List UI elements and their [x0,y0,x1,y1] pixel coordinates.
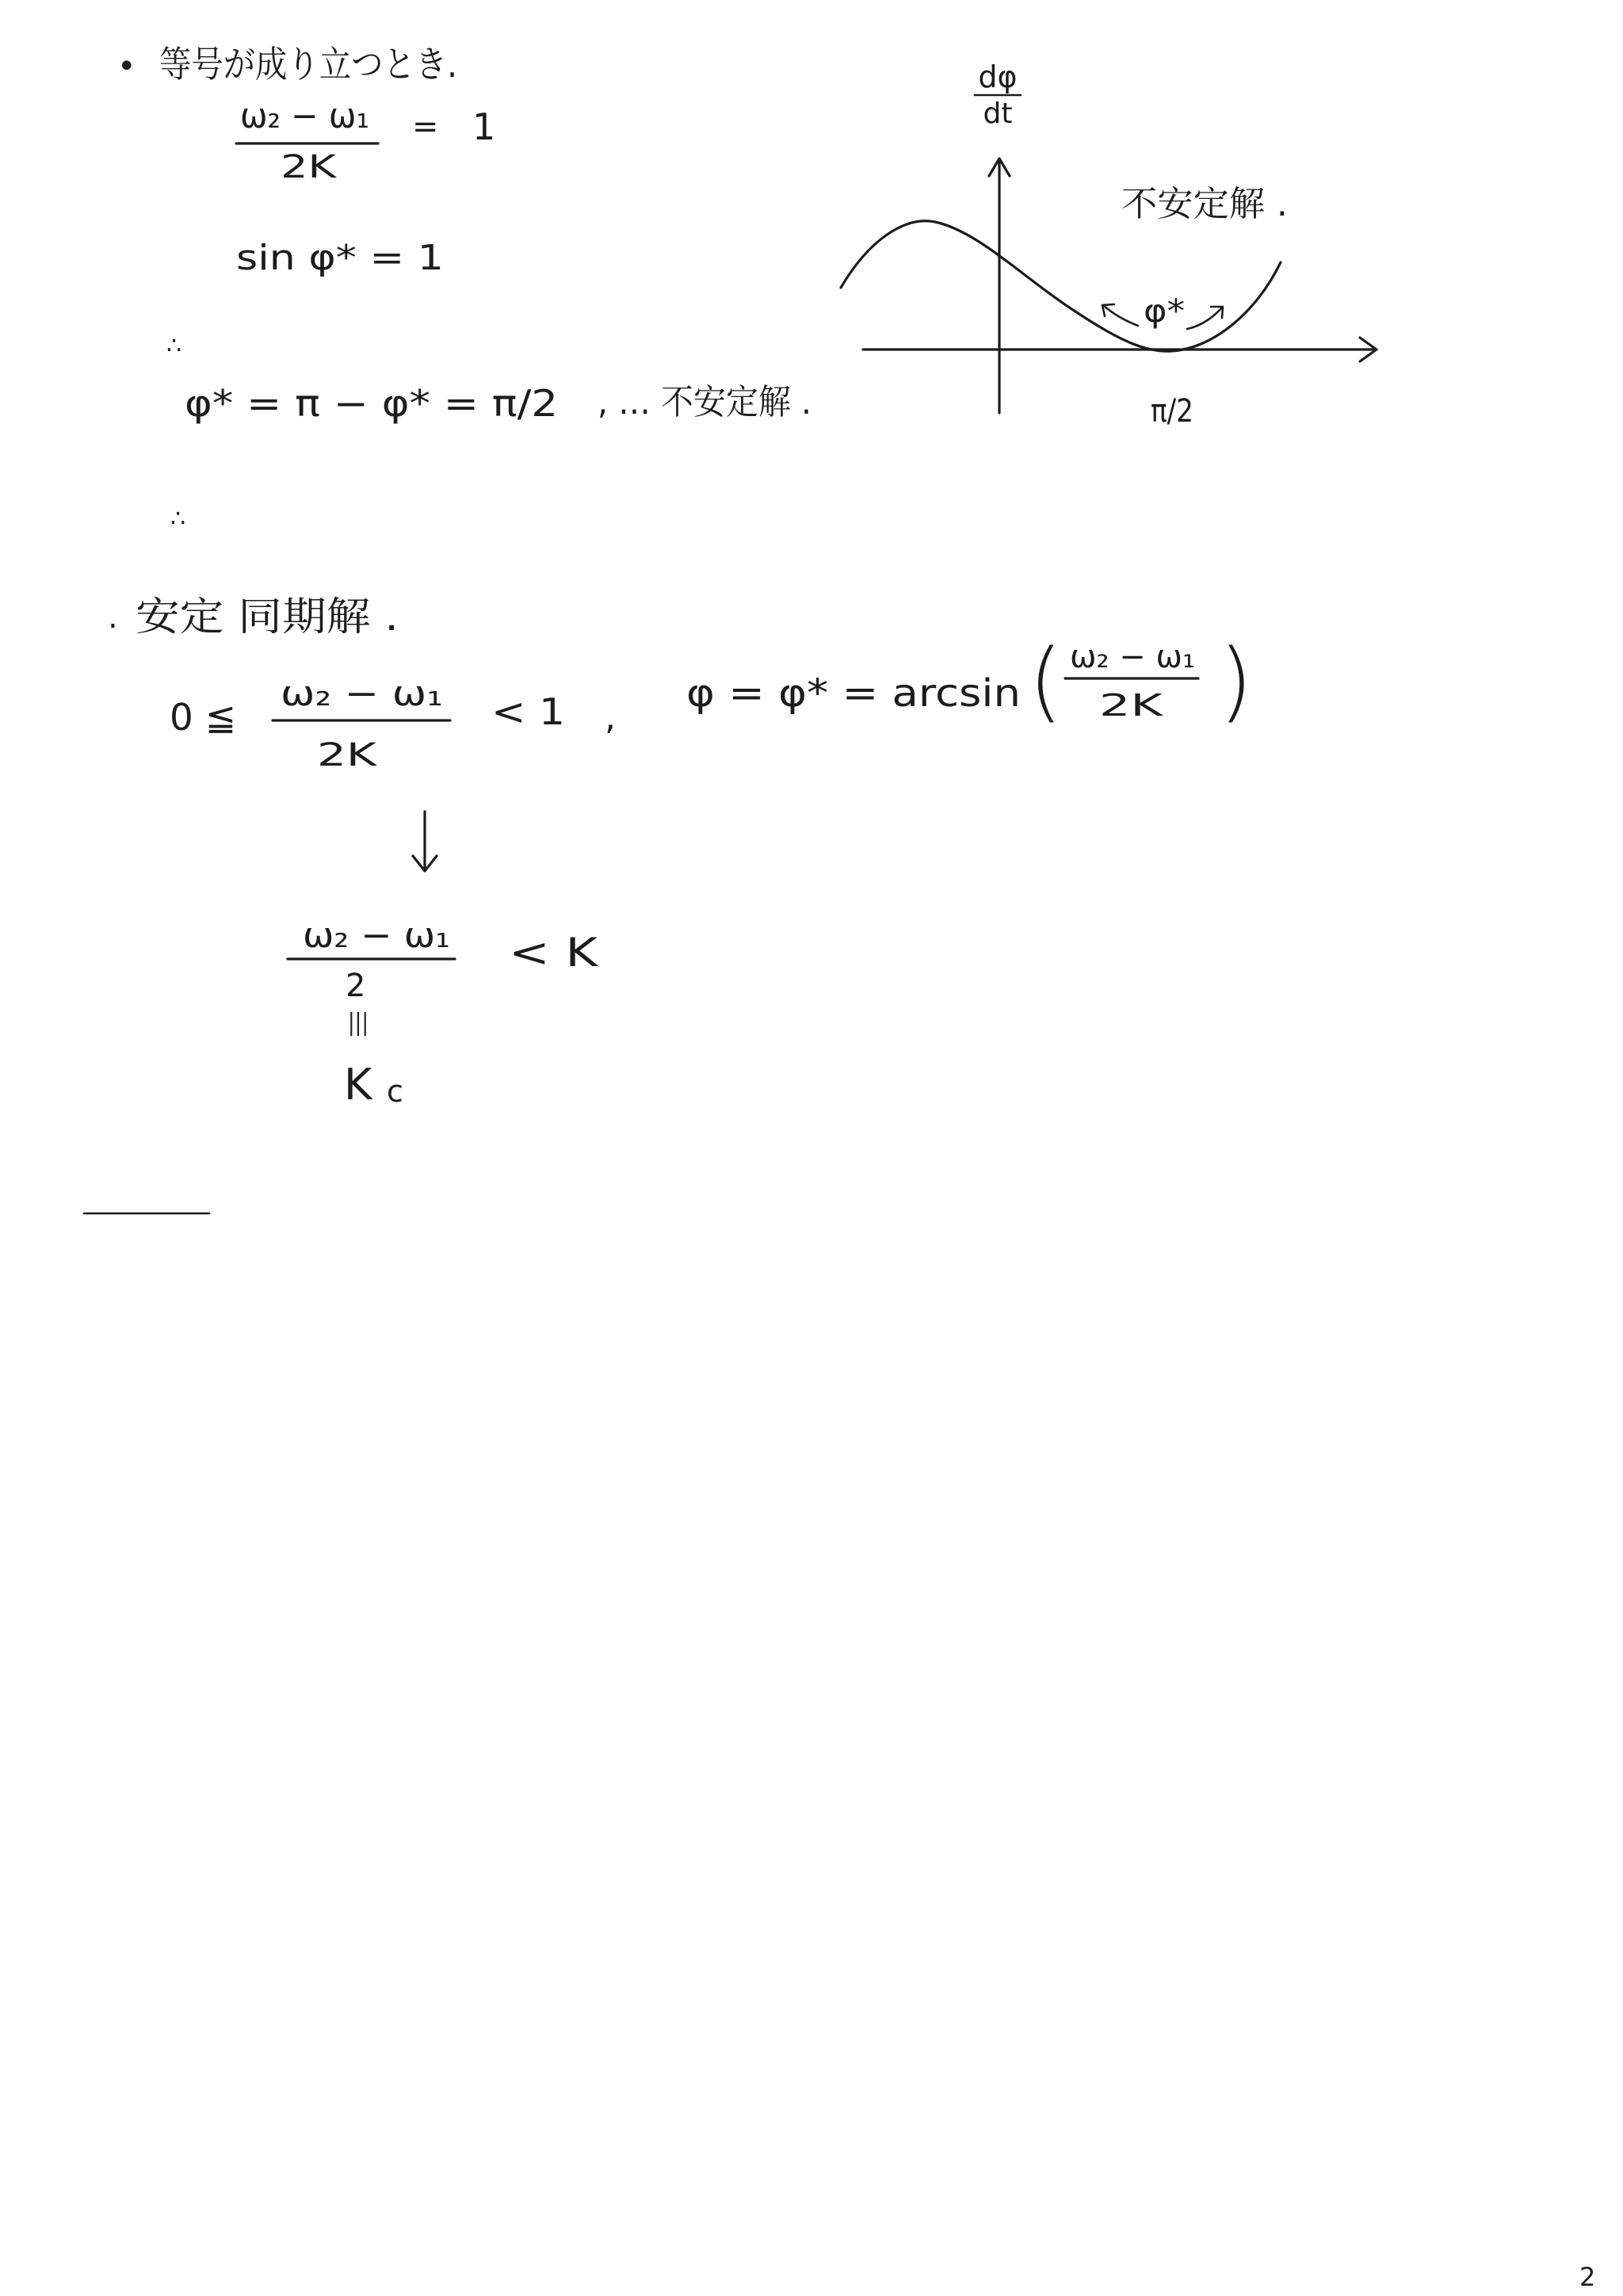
equality-case-section [117,43,812,425]
fraction-denominator: 2K [1099,688,1164,723]
left-flow-arrow-icon [1102,304,1138,326]
close-paren: ) [1219,630,1253,732]
fraction-denominator: 2K [317,737,379,774]
fraction-numerator: ω₂ − ω₁ [281,674,443,714]
y-axis-label [975,59,1021,130]
equality-fraction [236,96,378,185]
critical-coupling-symbol: K [344,1060,372,1110]
fraction-numerator: ω₂ − ω₁ [1070,639,1195,675]
solution-lhs: φ = φ* = arcsin [686,671,1021,716]
phase-equation: φ* = π − φ* = π/2 [185,382,558,425]
sine-equation: sin φ* = 1 [236,238,444,278]
heading-bullet: • [117,48,136,85]
arcsin-fraction [1065,639,1198,723]
condition-operator: < K [509,930,599,976]
condition-fraction [288,915,455,1004]
stable-case-section [108,594,1253,1110]
fraction-denominator: 2K [281,149,338,185]
inequality-fraction [273,674,450,774]
right-flow-arrow-icon [1187,307,1223,329]
down-arrow-icon [413,812,437,871]
stable-heading-bullet: . [108,599,118,636]
stable-case-heading: 安定 同期解 . [136,594,399,640]
y-axis-label-numerator: dφ [978,59,1018,94]
vertical-equals: ||| [348,1009,369,1037]
equality-value: 1 [472,105,496,148]
fraction-numerator: ω₂ − ω₁ [240,96,369,136]
phase-curve [841,221,1281,351]
critical-coupling-subscript: c [387,1074,403,1109]
y-axis-label-denominator: dt [983,97,1013,130]
therefore-symbol-2: ∴ [170,505,186,533]
page-number: 2 [1579,2262,1596,2292]
separator-comma: , [605,697,616,738]
fraction-denominator: 2 [346,968,366,1004]
graph-unstable-label: 不安定解 . [1121,184,1288,224]
unstable-solution-note: , … 不安定解 . [598,382,812,422]
inequality-upper: < 1 [491,690,565,733]
fixed-point-label: φ* [1144,293,1185,330]
therefore-symbol: ∴ [166,332,182,360]
inequality-lower: 0 ≦ [170,696,236,739]
x-tick-label: π/2 [1151,393,1193,430]
equality-case-heading: 等号が成り立つとき. [159,43,457,86]
fraction-numerator: ω₂ − ω₁ [303,915,450,956]
equals-sign: = [412,109,439,145]
phase-velocity-graph [841,59,1377,430]
open-paren: ( [1029,630,1063,732]
